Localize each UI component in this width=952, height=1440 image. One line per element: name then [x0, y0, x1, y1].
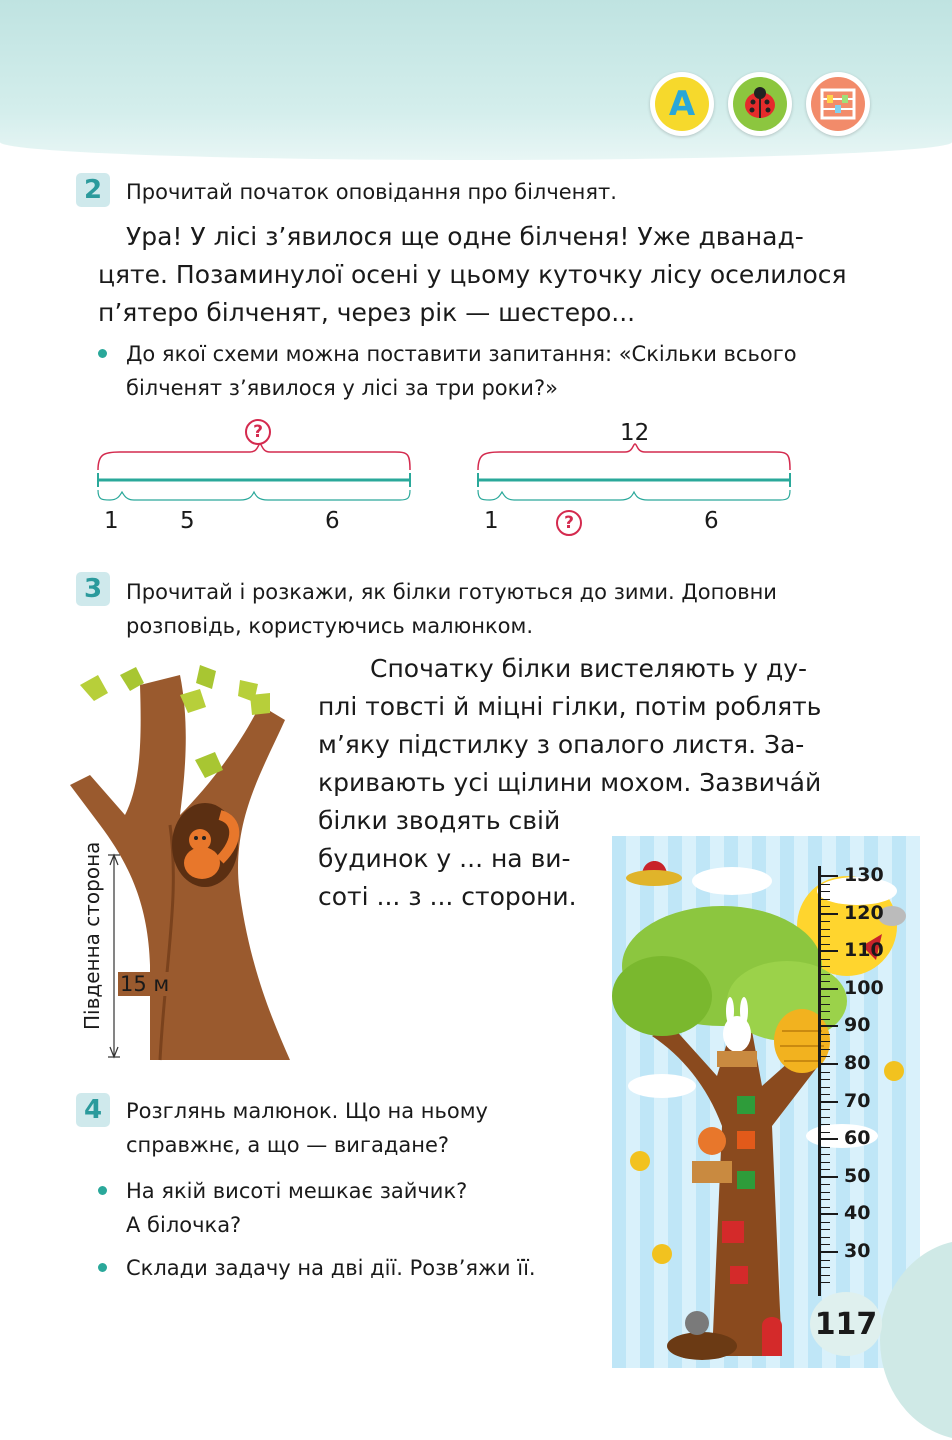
ruler-minor-tick: [818, 1244, 830, 1245]
header-band: [0, 0, 952, 160]
ruler-minor-tick: [818, 1199, 830, 1200]
abacus-icon: [806, 72, 870, 136]
task-number: 2: [76, 173, 110, 207]
ruler-minor-tick: [818, 1117, 830, 1118]
ruler-minor-tick: [818, 974, 830, 975]
ruler-minor-tick: [818, 1222, 830, 1223]
ruler-minor-tick: [818, 884, 830, 885]
ruler-minor-tick: [818, 906, 830, 907]
ruler-minor-tick: [818, 1162, 830, 1163]
ruler-minor-tick: [818, 1011, 830, 1012]
page-number: 117: [810, 1292, 882, 1356]
task3-instruction: Прочитай і розкажи, як білки готуються до зими. Доповни: [126, 580, 777, 604]
ladybug-icon: [728, 72, 792, 136]
ruler-major-tick: [818, 1176, 838, 1178]
ruler-minor-tick: [818, 936, 830, 937]
segment-label: 5: [180, 508, 195, 534]
task-number: 3: [76, 572, 110, 606]
ruler-major-tick: [818, 1101, 838, 1103]
ruler-minor-tick: [818, 1109, 830, 1110]
ruler-major-tick: [818, 988, 838, 990]
ruler-minor-tick: [818, 1229, 830, 1230]
task3-text-line: плі товсті й міцні гілки, потім роблять: [318, 692, 822, 721]
ruler-minor-tick: [818, 1282, 830, 1283]
task3-text-line: білки зводять свій: [318, 806, 561, 835]
ruler-minor-tick: [818, 1049, 830, 1050]
task4-bullet-line: Склади задачу на дві дії. Розв’яжи її.: [126, 1256, 536, 1280]
letter-a-icon: A: [650, 72, 714, 136]
ruler-minor-tick: [818, 899, 830, 900]
ruler-minor-tick: [818, 1147, 830, 1148]
ruler-minor-tick: [818, 1132, 830, 1133]
ruler-label: 90: [844, 1014, 871, 1037]
story-line: п’ятеро білченят, через рік — шестеро...: [98, 298, 636, 327]
ruler-minor-tick: [818, 1260, 830, 1261]
bullet-line: До якої схеми можна поставити запитання: «Скільки всього: [126, 342, 797, 366]
ruler-minor-tick: [818, 1087, 830, 1088]
bullet-dot: [98, 1263, 107, 1272]
ruler-minor-tick: [818, 944, 830, 945]
ruler-minor-tick: [818, 1004, 830, 1005]
ruler-minor-tick: [818, 921, 830, 922]
scheme-total-label: 12: [620, 420, 650, 446]
story-line: Ура! У лісі з’явилося ще одне білченя! Уже дванад-: [126, 222, 804, 251]
ruler-major-tick: [818, 1138, 838, 1140]
segment-label: 6: [704, 508, 719, 534]
ruler-minor-tick: [818, 996, 830, 997]
ruler-major-tick: [818, 1063, 838, 1065]
ruler-label: 30: [844, 1240, 871, 1262]
ruler-minor-tick: [818, 1267, 830, 1268]
bullet-dot: [98, 1186, 107, 1195]
ruler-minor-tick: [818, 1169, 830, 1170]
ruler-minor-tick: [818, 1094, 830, 1095]
ruler-label: 50: [844, 1164, 871, 1187]
ruler-minor-tick: [818, 1079, 830, 1080]
ruler-minor-tick: [818, 1056, 830, 1057]
task3-text-line: Спочатку білки вистеляють у ду-: [370, 654, 808, 683]
task4-instruction: Розглянь малюнок. Що на ньому: [126, 1099, 488, 1123]
scheme-1-diagram: [90, 440, 420, 510]
ruler-label: 60: [844, 1127, 871, 1150]
task3-text-line: будинок у ... на ви-: [318, 844, 571, 873]
ruler-minor-tick: [818, 929, 830, 930]
ruler-label: 80: [844, 1052, 871, 1074]
ruler-minor-tick: [818, 1019, 830, 1020]
ruler-major-tick: [818, 950, 838, 952]
ruler-label: 110: [844, 939, 884, 962]
task3-text-line: м’яку підстилку з опалого листя. За-: [318, 730, 805, 759]
ruler-minor-tick: [818, 1034, 830, 1035]
ruler-minor-tick: [818, 1072, 830, 1073]
task4-instruction: справжнє, а що — вигадане?: [126, 1133, 450, 1157]
question-mark-icon: ?: [556, 510, 582, 536]
segment-label: 6: [325, 508, 340, 534]
ruler-minor-tick: [818, 959, 830, 960]
ruler-minor-tick: [818, 1275, 830, 1276]
ruler-label: 120: [844, 901, 884, 924]
height-ruler: [612, 836, 920, 1368]
segment-label: 1: [104, 508, 119, 534]
ruler-minor-tick: [818, 1184, 830, 1185]
ruler-minor-tick: [818, 1207, 830, 1208]
tree-side-label: Південна сторона: [80, 841, 104, 1030]
ruler-label: 70: [844, 1089, 871, 1112]
scheme-2-diagram: [470, 440, 800, 510]
tree-height-label: 15 м: [120, 972, 170, 996]
ruler-minor-tick: [818, 1154, 830, 1155]
ruler-major-tick: [818, 1213, 838, 1215]
ruler-major-tick: [818, 913, 838, 915]
question-mark-icon: ?: [245, 419, 271, 445]
ruler-minor-tick: [818, 981, 830, 982]
ruler-major-tick: [818, 875, 838, 877]
bullet-dot: [98, 349, 107, 358]
ruler-minor-tick: [818, 1192, 830, 1193]
height-chart-illustration: [612, 836, 920, 1368]
task4-bullet-line: На якій висоті мешкає зайчик?: [126, 1179, 468, 1203]
task3-instruction: розповідь, користуючись малюнком.: [126, 614, 534, 638]
segment-label: 1: [484, 508, 499, 534]
task3-text-line: кривають усі щілини мохом. Зазвичáй: [318, 768, 822, 797]
ruler-label: 100: [844, 976, 884, 999]
task-number: 4: [76, 1093, 110, 1127]
task4-bullet-line: А білочка?: [126, 1213, 242, 1237]
bullet-line: білченят з’явилося у лісі за три роки?»: [126, 376, 558, 400]
task2-instruction: Прочитай початок оповідання про білченят.: [126, 180, 617, 204]
ruler-minor-tick: [818, 1237, 830, 1238]
ruler-minor-tick: [818, 1041, 830, 1042]
story-line: цяте. Позаминулої осені у цьому куточку лісу оселилося: [98, 260, 847, 289]
ruler-major-tick: [818, 1025, 838, 1027]
ruler-label: 130: [844, 864, 884, 886]
ruler-minor-tick: [818, 1124, 830, 1125]
ruler-minor-tick: [818, 891, 830, 892]
ruler-label: 40: [844, 1202, 871, 1225]
ruler-major-tick: [818, 1251, 838, 1253]
ruler-minor-tick: [818, 966, 830, 967]
task3-text-line: соті ... з ... сторони.: [318, 882, 577, 911]
